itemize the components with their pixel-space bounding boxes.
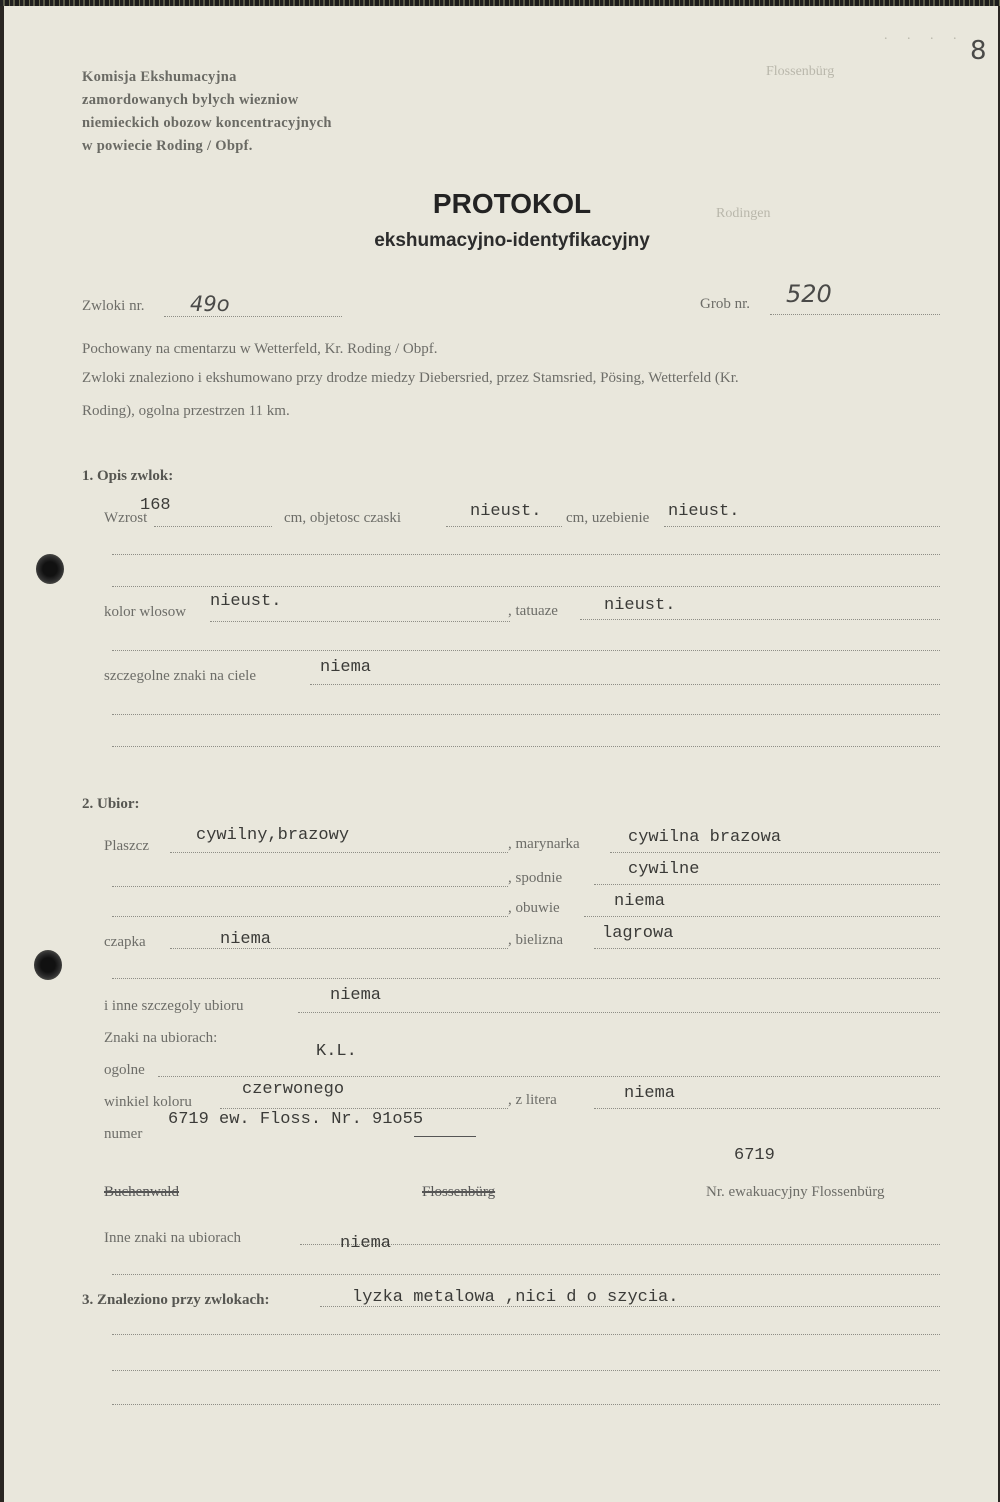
trousers-value: cywilne xyxy=(628,860,700,879)
teeth-value: nieust. xyxy=(668,502,740,521)
issuer-line: Komisja Ekshumacyjna xyxy=(82,69,237,85)
letter-value: niema xyxy=(624,1084,676,1103)
clothing-marks-label: Znaki na ubiorach: xyxy=(104,1030,218,1046)
general-marks-value: K.L. xyxy=(316,1042,357,1061)
evacuation-number-value: 6719 xyxy=(734,1146,775,1165)
triangle-color-value: czerwonego xyxy=(242,1080,345,1099)
hair-color-label: kolor wlosow xyxy=(104,604,187,620)
buchenwald-struck: Buchenwald xyxy=(104,1184,179,1200)
shoes-value: niema xyxy=(614,892,666,911)
section-3-heading: 3. Znaleziono przy zwlokach: xyxy=(82,1292,270,1308)
number-value: 6719 ew. Floss. Nr. 91o55 xyxy=(168,1110,424,1129)
section-1-heading: 1. Opis zwlok: xyxy=(82,468,174,484)
special-marks-label: szczegolne znaki na ciele xyxy=(104,668,256,684)
other-marks-label: Inne znaki na ubiorach xyxy=(104,1230,242,1246)
number-label: numer xyxy=(104,1126,143,1142)
flossenburg-struck: Flossenbürg xyxy=(422,1184,496,1200)
other-clothing-details-value: niema xyxy=(330,986,382,1005)
issuer-line: zamordowanych bylych wiezniow xyxy=(82,92,299,108)
other-clothing-details-label: i inne szczegoly ubioru xyxy=(104,998,244,1014)
tattoo-value: nieust. xyxy=(604,596,676,615)
hair-color-value: nieust. xyxy=(210,592,282,611)
issuer-header xyxy=(82,66,332,158)
document-page xyxy=(4,6,998,1502)
height-value: 168 xyxy=(140,496,171,515)
cap-value: niema xyxy=(220,930,272,949)
general-marks-label: ogolne xyxy=(104,1062,145,1078)
found-location: Roding), ogolna przestrzen 11 km. xyxy=(82,403,290,419)
coat-label: Plaszcz xyxy=(104,838,149,854)
skull-volume-label: cm, objetosc czaski xyxy=(284,510,402,526)
other-marks-value: niema xyxy=(340,1234,392,1253)
jacket-label: , marynarka xyxy=(508,836,580,852)
underwear-value: lagrowa xyxy=(602,924,674,943)
cap-label: czapka xyxy=(104,934,146,950)
found-location: Zwloki znaleziono i ekshumowano przy drodze miedzy Diebersried, przez Stamsried, Pösing, Wetterfeld (Kr. xyxy=(82,370,739,386)
document-subtitle: ekshumacyjno-identyfikacyjny xyxy=(374,230,650,251)
trousers-label: , spodnie xyxy=(508,870,563,886)
special-marks-value: niema xyxy=(320,658,372,677)
triangle-color-label: winkiel koloru xyxy=(104,1094,192,1110)
page-number: 8 xyxy=(970,36,987,66)
evacuation-number-label: Nr. ewakuacyjny Flossenbürg xyxy=(706,1184,885,1200)
coat-value: cywilny,brazowy xyxy=(196,826,350,845)
show-through-text: . . . . xyxy=(884,28,965,43)
grave-number-label: Grob nr. xyxy=(700,296,750,312)
letter-label: , z litera xyxy=(508,1092,557,1108)
shoes-label: , obuwie xyxy=(508,900,560,916)
grave-number-value: 520 xyxy=(786,280,832,308)
document-title: PROTOKOL xyxy=(432,188,592,219)
show-through-text: Rodingen xyxy=(716,206,771,221)
punch-hole xyxy=(34,950,62,980)
height-label: Wzrost xyxy=(104,510,148,526)
corpse-number-value: 49o xyxy=(190,292,230,316)
skull-volume-value: nieust. xyxy=(470,502,542,521)
section-2-heading: 2. Ubior: xyxy=(82,796,140,812)
punch-hole xyxy=(36,554,64,584)
tattoo-label: , tatuaze xyxy=(508,603,558,619)
items-found-value: lyzka metalowa ,nici d o szycia. xyxy=(352,1288,679,1307)
issuer-line: w powiecie Roding / Obpf. xyxy=(82,138,253,154)
underwear-label: , bielizna xyxy=(508,932,563,948)
corpse-number-label: Zwloki nr. xyxy=(82,298,145,314)
issuer-line: niemieckich obozow koncentracyjnych xyxy=(82,115,332,131)
burial-place: Pochowany na cmentarzu w Wetterfeld, Kr. Roding / Obpf. xyxy=(82,341,438,357)
jacket-value: cywilna brazowa xyxy=(628,828,782,847)
show-through-text: Flossenbürg xyxy=(766,64,835,79)
teeth-label: cm, uzebienie xyxy=(566,510,650,526)
